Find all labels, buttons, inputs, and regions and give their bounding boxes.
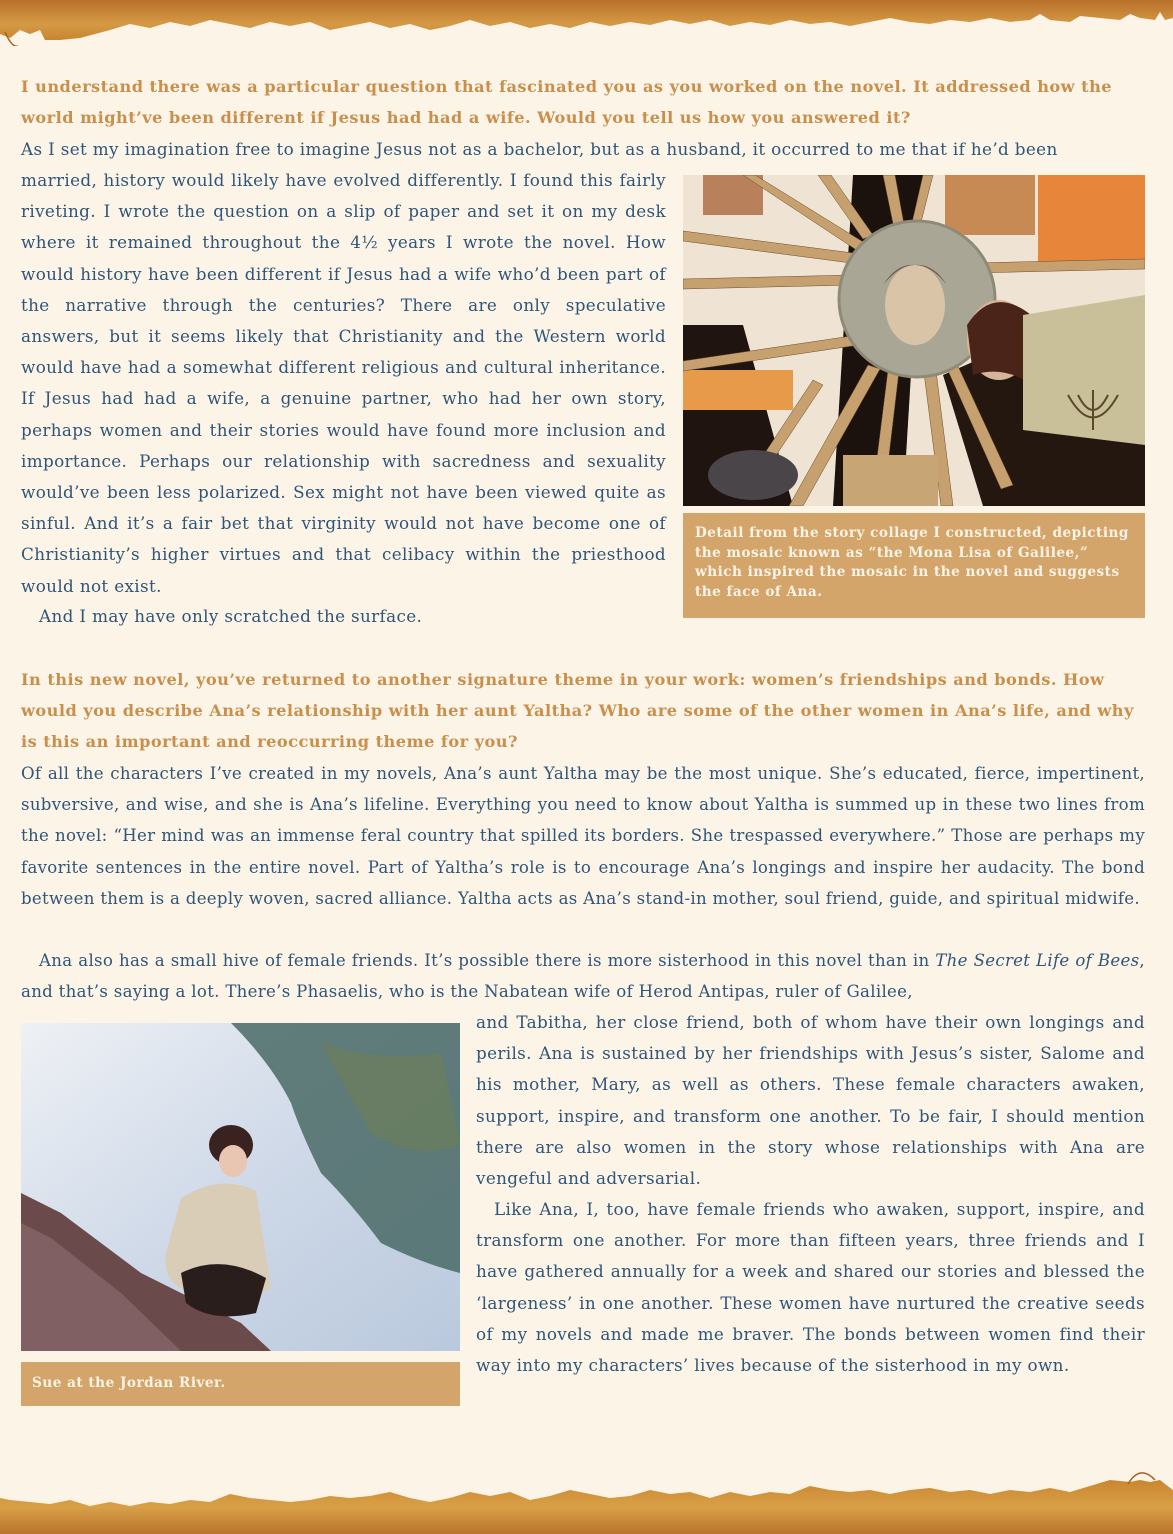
answer-1-first-line: As I set my imagination free to imagine Jesus not as a bachelor, but as a husband, it occurred to me that if he’d been <box>21 139 1058 159</box>
answer-2-paragraph-1: Of all the characters I’ve created in my novels, Ana’s aunt Yaltha may be the most unique. She’s educated, fierce, impertinent, subversive, and wise, and she is Ana’s lifeline. Everything you need to know about Yaltha is summed up in these two lines from the novel: “Her mind was an immense feral country that spilled its borders. She trespassed everywhere.” Those are perhaps my favorite sentences in the entire novel. Part of Yaltha’s role is to encourage Ana’s longings and inspire her audacity. The bond between them is a deeply woven, sacred alliance. Yaltha acts as Ana’s stand-in mother, soul friend, guide, and spiritual midwife. <box>21 764 1145 908</box>
torn-paper-top-border <box>0 0 1173 46</box>
text-run: , and that’s saying a lot. There’s Phasaelis, who is the Nabatean wife of Herod Antipas, ruler of Galilee, <box>21 951 1145 1002</box>
interview-question-2: In this new novel, you’ve returned to another signature theme in your work: women’s friendships and bonds. How would you describe Ana’s relationship with her aunt Yaltha? Who are some of the other women in Ana’s life, and why is this an important and reoccurring theme for you? <box>21 670 1134 751</box>
answer-1-closing-line: And I may have only scratched the surface. <box>39 606 423 626</box>
answer-2-paragraph-2-start <box>21 945 1145 1007</box>
answer-2-paragraph-3: Like Ana, I, too, have female friends who awaken, support, inspire, and transform one another. For more than fifteen years, three friends and I have gathered annually for a week and shared our stories and blessed the ‘largeness’ in one another. These women have nurtured the creative seeds of my novels and made me braver. The bonds between women find their way into my characters’ lives because of the sisterhood in my own. <box>476 1199 1145 1376</box>
torn-paper-bottom-border <box>0 1450 1173 1534</box>
river-photo-caption: Sue at the Jordan River. <box>21 1362 460 1406</box>
book-title: The Secret Life of Bees <box>935 951 1140 970</box>
collage-illustration <box>683 175 1145 506</box>
story-collage-image <box>683 175 1145 506</box>
text-run: Ana also has a small hive of female friends. It’s possible there is more sisterhood in this novel than in <box>39 951 936 970</box>
jordan-river-photo <box>21 1023 460 1351</box>
river-photo-illustration <box>21 1023 460 1351</box>
collage-caption: Detail from the story collage I constructed, depicting the mosaic known as “the Mona Lisa of Galilee,” which inspired the mosaic in the novel and suggests the face of Ana. <box>683 513 1145 618</box>
answer-2-paragraph-2-rest: and Tabitha, her close friend, both of whom have their own longings and perils. Ana is sustained by her friendships with Jesus’s sister, Salome and his mother, Mary, as well as others. These female characters awaken, support, inspire, and transform one another. To be fair, I should mention there are also women in the story whose relationships with Ana are vengeful and adversarial. <box>476 1012 1145 1189</box>
answer-1-body: married, history would likely have evolved differently. I found this fairly riveting. I wrote the question on a slip of paper and set it on my desk where it remained throughout the 4½ years I wrote the novel. How would history have been different if Jesus had a wife who’d been part of the narrative through the centuries? There are only speculative answers, but it seems likely that Christianity and the Western world would have had a somewhat different religious and cultural inheritance. If Jesus had had a wife, a genuine partner, who had her own story, perhaps women and their stories would have found more inclusion and importance. Perhaps our relationship with sacredness and sexuality would’ve been less polarized. Sex might not have been viewed quite as sinful. And it’s a fair bet that virginity would not have become one of Christianity’s higher virtues and that celibacy within the priesthood would not exist. <box>21 170 666 596</box>
interview-question-1: I understand there was a particular question that fascinated you as you worked on the novel. It addressed how the world might’ve been different if Jesus had had a wife. Would you tell us how you answered it? <box>21 77 1113 127</box>
